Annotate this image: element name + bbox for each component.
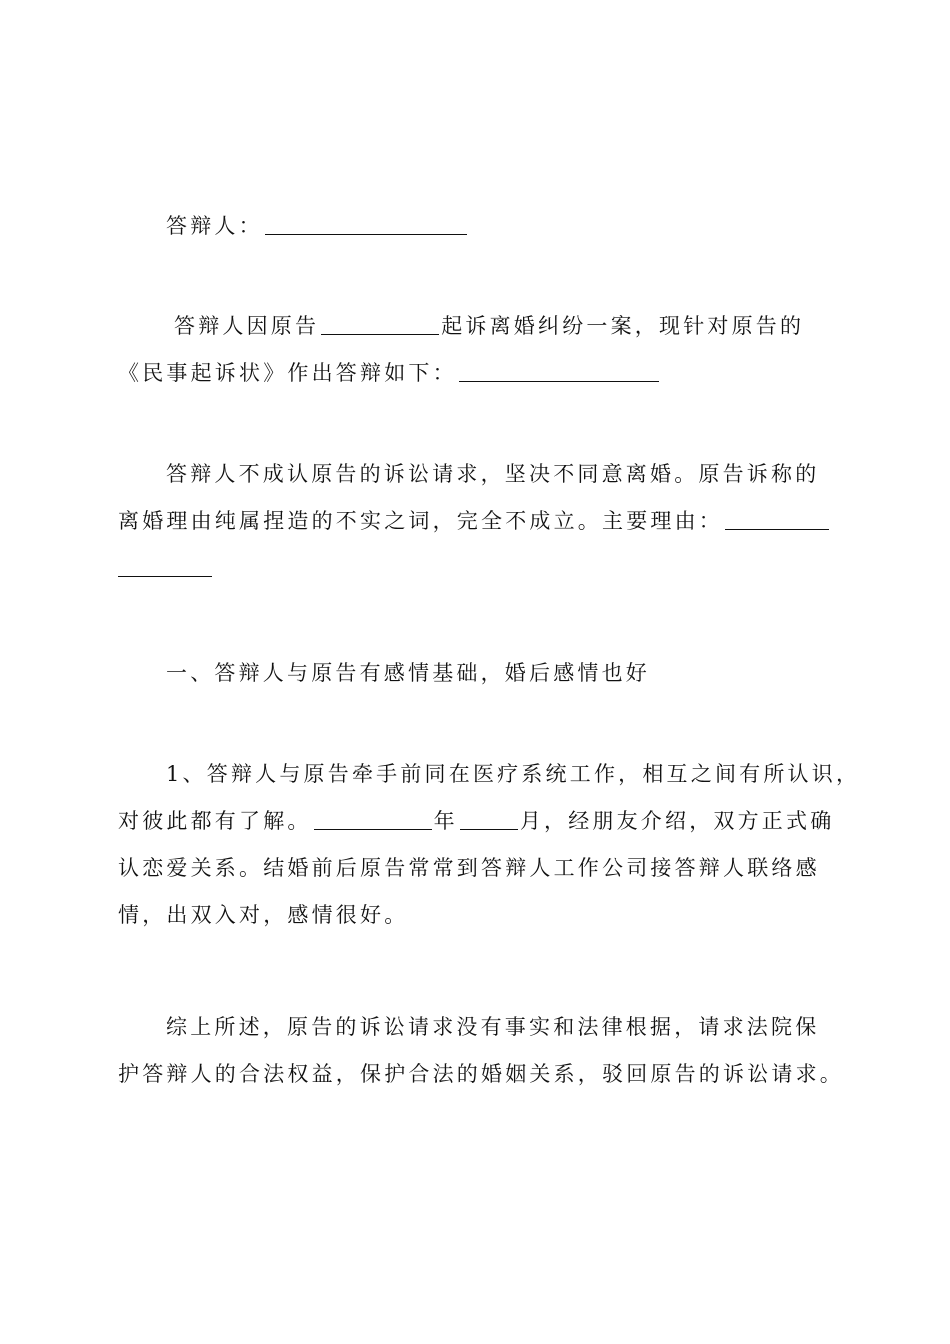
reason-blank-1	[725, 529, 829, 530]
respondent-name-blank	[265, 234, 467, 235]
intro-text-c: 《民事起诉状》作出答辩如下：	[118, 361, 457, 385]
intro-text-a: 答辩人因原告	[174, 314, 320, 338]
intro-text-b: 起诉离婚纠纷一案，现针对原告的	[441, 314, 805, 338]
respondent-paragraph	[118, 203, 838, 250]
position-paragraph	[118, 451, 838, 592]
point-1-paragraph	[118, 751, 861, 939]
position-line-1: 答辩人不成认原告的诉讼请求，坚决不同意离婚。原告诉称的	[166, 462, 820, 486]
section-heading: 一、答辩人与原告有感情基础，婚后感情也好	[166, 661, 650, 685]
intro-line-2	[118, 350, 838, 397]
position-line-3	[118, 545, 838, 592]
respondent-line	[118, 203, 838, 250]
intro-blank	[459, 381, 659, 382]
month-blank	[460, 829, 518, 830]
year-blank	[314, 829, 432, 830]
conclusion-paragraph	[118, 1004, 844, 1098]
intro-line-1	[118, 303, 838, 350]
point-1-text-c: 月，经朋友介绍，双方正式确	[519, 809, 835, 833]
conclusion-line-2: 护答辩人的合法权益，保护合法的婚姻关系，驳回原告的诉讼请求。	[118, 1062, 844, 1086]
position-line-2	[118, 498, 838, 545]
year-label: 年	[433, 809, 458, 833]
point-1-line-3: 认恋爱关系。结婚前后原告常常到答辩人工作公司接答辩人联络感	[118, 856, 820, 880]
conclusion-line-1: 综上所述，原告的诉讼请求没有事实和法律根据，请求法院保	[166, 1015, 820, 1039]
intro-paragraph	[118, 303, 838, 397]
reason-blank-2	[118, 576, 212, 577]
point-1-text-a: 对彼此都有了解。	[118, 809, 312, 833]
point-1-line-4: 情，出双入对，感情很好。	[118, 903, 409, 927]
point-1-line-1: 1、答辩人与原告牵手前同在医疗系统工作，相互之间有所认识，	[166, 762, 861, 786]
section-heading-paragraph	[118, 650, 838, 697]
respondent-label: 答辩人：	[166, 214, 263, 238]
point-1-line-2	[118, 798, 838, 845]
plaintiff-name-blank	[321, 334, 439, 335]
position-text: 离婚理由纯属捏造的不实之词，完全不成立。主要理由：	[118, 509, 723, 533]
